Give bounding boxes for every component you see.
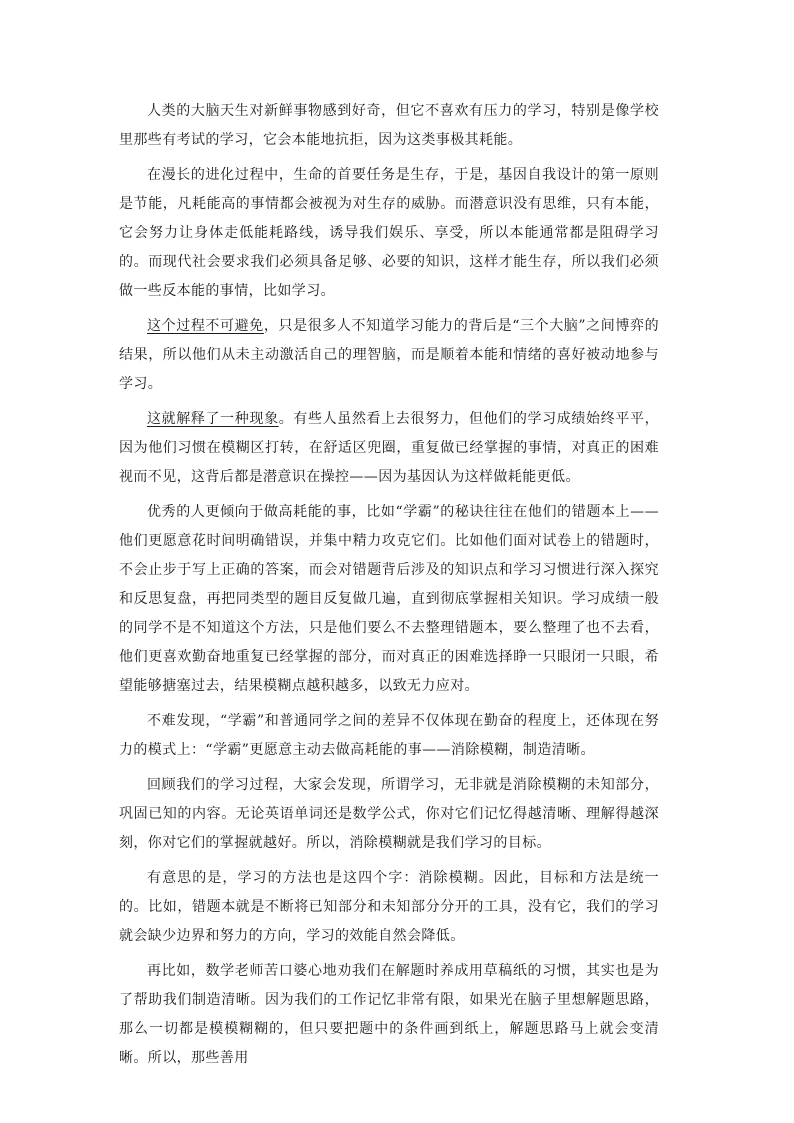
paragraph-3: [119, 312, 659, 399]
paragraph-7: [119, 771, 659, 858]
paragraph-text: 再比如，数学老师苦口婆心地劝我们在解题时养成用草稿纸的习惯，其实也是为了帮助我们制造清晰。因为我们的工作记忆非常有限，如果光在脑子里想解题思路，那么一切都是模模糊糊的，但只要把题中的条件画到纸上，解题思路马上就会变清晰。所以，那些善用: [119, 963, 659, 1066]
paragraph-text: 在漫长的进化过程中，生命的首要任务是生存，于是，基因自我设计的第一原则是节能，凡耗能高的事情都会被视为对生存的威胁。而潜意识没有思维，只有本能，它会努力让身体走低能耗路线，诱导我们娱乐、享受，所以本能通常都是阻碍学习的。而现代社会要求我们必须具备足够、必要的知识，这样才能生存，所以我们必须做一些反本能的事情，比如学习。: [119, 167, 659, 299]
underlined-phrase: 这就解释了一种现象: [147, 411, 279, 427]
paragraph-5: [119, 498, 659, 701]
paragraph-text: 有意思的是，学习的方法也是这四个字：消除模糊。因此，目标和方法是统一的。比如，错题本就是不断将已知部分和未知部分分开的工具，没有它，我们的学习就会缺少边界和努力的方向，学习的效能自然会降低。: [119, 870, 659, 944]
paragraph-8: [119, 864, 659, 951]
paragraph-text: 。有些人虽然看上去很努力，但他们的学习成绩始终平平，因为他们习惯在模糊区打转，在舒适区兜圈，重复做已经掌握的事情，对真正的困难视而不见，这背后都是潜意识在操控——因为基因认为这样做耗能更低。: [119, 411, 659, 485]
paragraph-text: ，只是很多人不知道学习能力的背后是“三个大脑”之间博弈的结果，所以他们从未主动激活自己的理智脑，而是顺着本能和情绪的喜好被动地参与学习。: [119, 318, 660, 392]
paragraph-4: [119, 405, 659, 492]
paragraph-text: 回顾我们的学习过程，大家会发现，所谓学习，无非就是消除模糊的未知部分，巩固已知的内容。无论英语单词还是数学公式，你对它们记忆得越清晰、理解得越深刻，你对它们的掌握就越好。所以，消除模糊就是我们学习的目标。: [119, 777, 659, 851]
paragraph-text: 人类的大脑天生对新鲜事物感到好奇，但它不喜欢有压力的学习，特别是像学校里那些有考试的学习，它会本能地抗拒，因为这类事极其耗能。: [119, 103, 659, 148]
underlined-phrase: 这个过程不可避免: [147, 318, 264, 334]
paragraph-2: [119, 161, 659, 306]
paragraph-1: [119, 97, 659, 155]
paragraph-6: [119, 707, 659, 765]
paragraph-text: 优秀的人更倾向于做高耗能的事，比如“学霸”的秘诀往往在他们的错题本上——他们更愿意花时间明确错误，并集中精力攻克它们。比如他们面对试卷上的错题时，不会止步于写上正确的答案，而会对错题背后涉及的知识点和学习习惯进行深入探究和反思复盘，再把同类型的题目反复做几遍，直到彻底掌握相关知识。学习成绩一般的同学不是不知道这个方法，只是他们要么不去整理错题本，要么整理了也不去看，他们更喜欢勤奋地重复已经掌握的部分，而对真正的困难选择睁一只眼闭一只眼，希望能够搪塞过去，结果模糊点越积越多，以致无力应对。: [119, 504, 659, 694]
document-body: [119, 97, 659, 1073]
paragraph-text: 不难发现，“学霸”和普通同学之间的差异不仅体现在勤奋的程度上，还体现在努力的模式上：“学霸”更愿意主动去做高耗能的事——消除模糊，制造清晰。: [119, 713, 659, 758]
paragraph-9: [119, 957, 659, 1073]
